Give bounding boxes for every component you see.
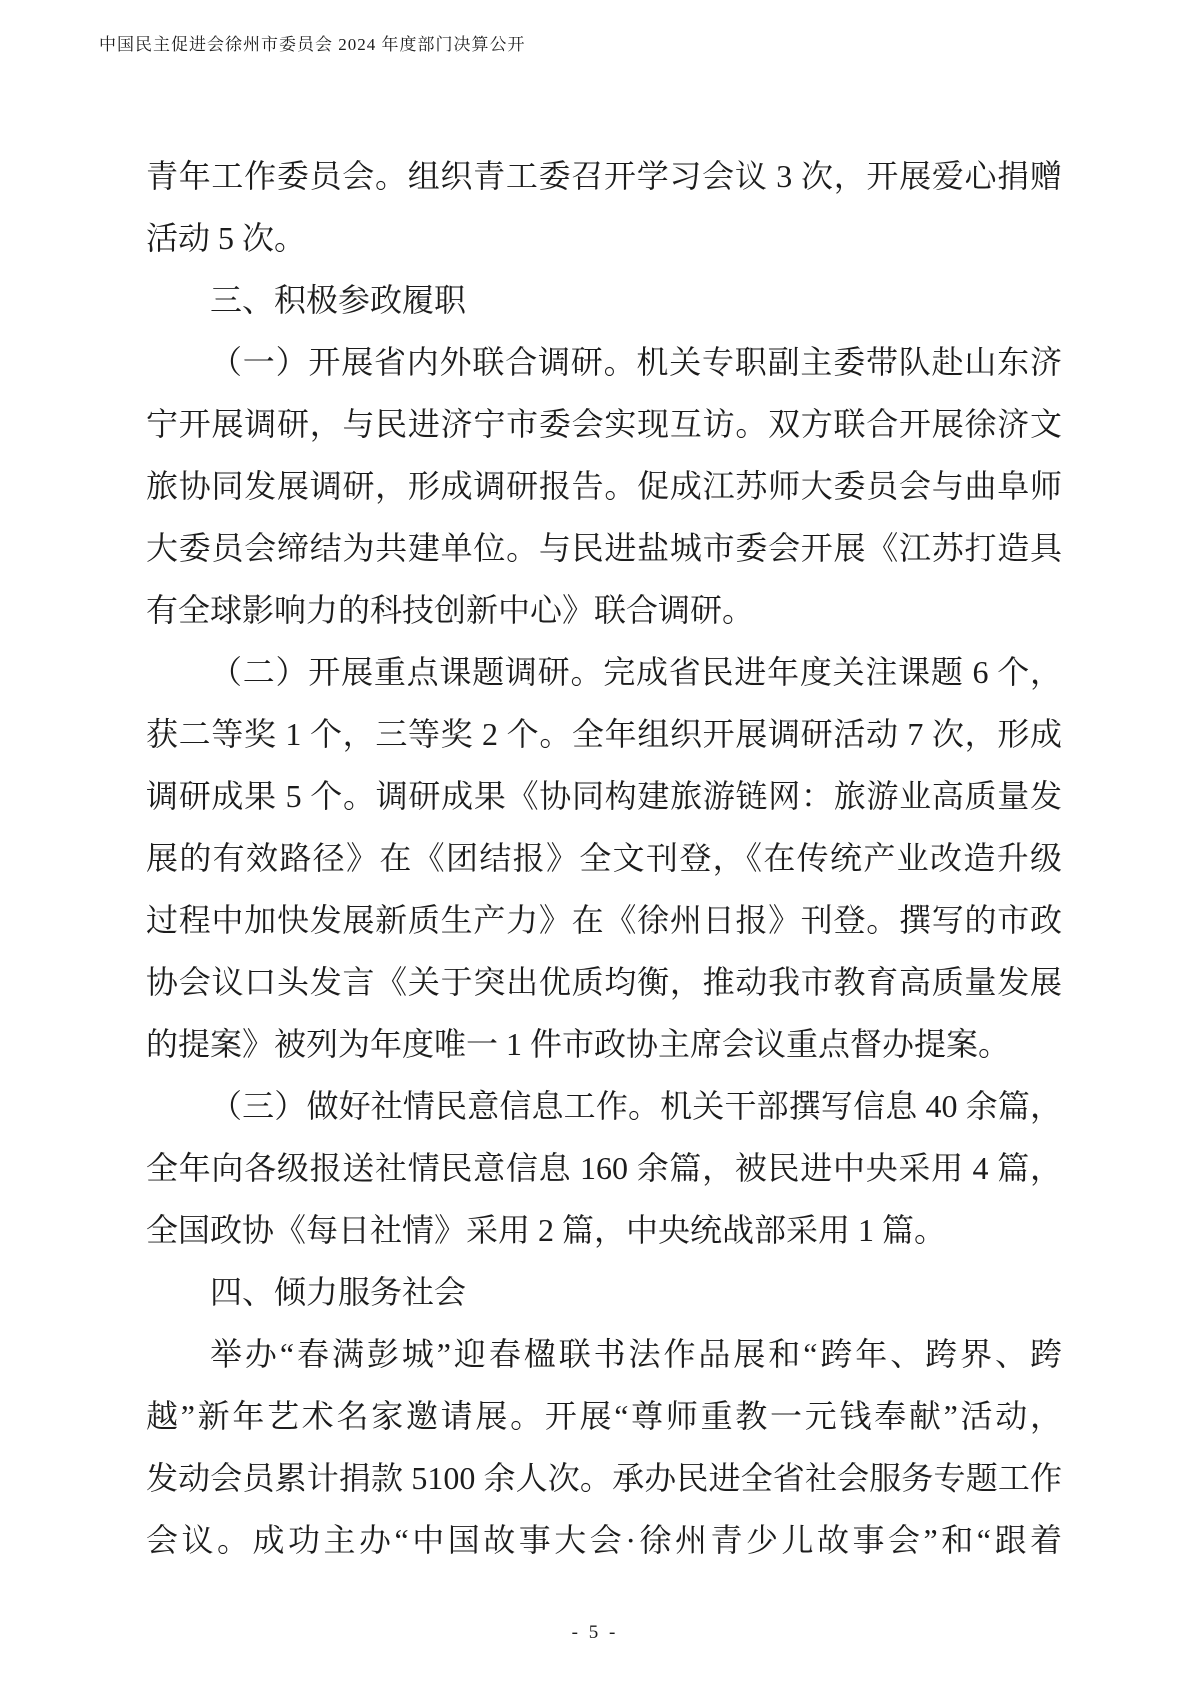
text-line: 越”新年艺术名家邀请展。开展“尊师重教一元钱奉献”活动， <box>146 1398 1062 1434</box>
text-line: 大委员会缔结为共建单位。与民进盐城市委会开展《江苏打造具 <box>146 530 1062 566</box>
paragraph-item-1 <box>146 331 1062 641</box>
text-line: （三）做好社情民意信息工作。机关干部撰写信息 40 余篇， <box>210 1088 1062 1124</box>
text-line: 会议。成功主办“中国故事大会·徐州青少儿故事会”和“跟着 <box>146 1522 1062 1558</box>
heading-line: 四、倾力服务社会 <box>210 1274 467 1310</box>
text-line: 有全球影响力的科技创新中心》联合调研。 <box>146 592 755 628</box>
paragraph-item-2 <box>146 641 1062 1075</box>
document-body <box>146 145 1062 1571</box>
text-line: （一）开展省内外联合调研。机关专职副主委带队赴山东济 <box>210 344 1062 380</box>
section-heading-four <box>146 1261 1062 1323</box>
page-header-title: 中国民主促进会徐州市委员会 2024 年度部门决算公开 <box>99 35 526 54</box>
section-heading-three <box>146 269 1062 331</box>
text-line: 发动会员累计捐款 5100 余人次。承办民进全省社会服务专题工作 <box>146 1460 1062 1496</box>
paragraph-service <box>146 1323 1062 1571</box>
text-line: 举办“春满彭城”迎春楹联书法作品展和“跨年、跨界、跨 <box>210 1336 1062 1372</box>
text-line: 活动 5 次。 <box>146 220 307 256</box>
text-line: 青年工作委员会。组织青工委召开学习会议 3 次，开展爱心捐赠 <box>146 158 1062 194</box>
text-line: 调研成果 5 个。调研成果《协同构建旅游链网：旅游业高质量发 <box>146 778 1062 814</box>
text-line: 展的有效路径》在《团结报》全文刊登，《在传统产业改造升级 <box>146 840 1062 876</box>
text-line: 全年向各级报送社情民意信息 160 余篇，被民进中央采用 4 篇， <box>146 1150 1062 1186</box>
text-line: 协会议口头发言《关于突出优质均衡，推动我市教育高质量发展 <box>146 964 1062 1000</box>
paragraph-continuation <box>146 145 1062 269</box>
text-line: 旅协同发展调研，形成调研报告。促成江苏师大委员会与曲阜师 <box>146 468 1062 504</box>
text-line: 全国政协《每日社情》采用 2 篇，中央统战部采用 1 篇。 <box>146 1212 947 1248</box>
page-number: - 5 - <box>571 1622 619 1643</box>
text-line: 的提案》被列为年度唯一 1 件市政协主席会议重点督办提案。 <box>146 1026 1011 1062</box>
paragraph-item-3 <box>146 1075 1062 1261</box>
text-line: 宁开展调研，与民进济宁市委会实现互访。双方联合开展徐济文 <box>146 406 1062 442</box>
text-line: （二）开展重点课题调研。完成省民进年度关注课题 6 个， <box>210 654 1062 690</box>
heading-line: 三、积极参政履职 <box>210 282 467 318</box>
text-line: 获二等奖 1 个，三等奖 2 个。全年组织开展调研活动 7 次，形成 <box>146 716 1062 752</box>
text-line: 过程中加快发展新质生产力》在《徐州日报》刊登。撰写的市政 <box>146 902 1062 938</box>
